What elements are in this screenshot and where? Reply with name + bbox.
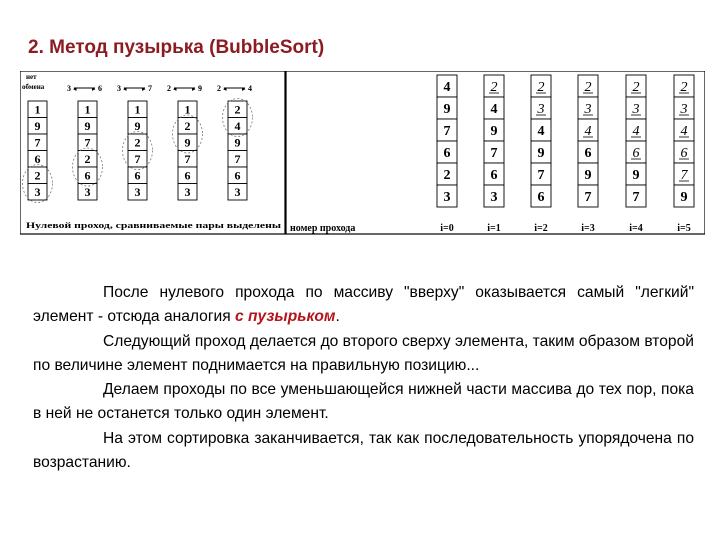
cell-value: 7 — [134, 152, 141, 166]
cell-value: 9 — [184, 135, 191, 150]
cell-value: 9 — [443, 102, 451, 117]
left-panel — [22, 73, 281, 230]
arrow-head-right: ▸ — [242, 85, 246, 93]
cell-value: 6 — [34, 152, 41, 166]
paragraph-3: Делаем проходы по все уменьшающейся нижней части массива до тех пор, пока в ней не останется только один элемент. — [33, 381, 694, 423]
cell-value: 1 — [34, 102, 41, 117]
pass-label: i=4 — [629, 223, 643, 234]
paragraph-1 — [33, 281, 694, 330]
cell-value: 7 — [490, 146, 498, 161]
paragraph-2: Следующий проход делается до второго сверху элемента, таким образом второй по величине элемент поднимается на правильную позицию... — [33, 332, 694, 374]
cell-value: 4 — [680, 124, 688, 139]
cell-value: 7 — [632, 190, 640, 205]
cell-value: 9 — [234, 135, 241, 150]
cell-value: 7 — [184, 152, 191, 166]
arrow-head-left: ◂ — [73, 85, 77, 93]
pair-label-left: 3 — [67, 84, 71, 93]
arrow-head-left: ◂ — [223, 85, 227, 93]
cell-value: 3 — [84, 185, 91, 199]
cell-value: 4 — [234, 119, 241, 133]
cell-value: 2 — [443, 168, 451, 183]
cell-value: 4 — [490, 102, 498, 117]
cell-value: 1 — [134, 102, 141, 117]
cell-value: 6 — [134, 168, 141, 183]
no-swap-label: нет — [26, 73, 37, 81]
cell-value: 3 — [34, 185, 41, 199]
bubble-sort-figure — [20, 71, 705, 239]
cell-value: 9 — [34, 119, 41, 133]
pass-row-label: номер прохода — [290, 223, 356, 234]
paragraph-4: На этом сортировка заканчивается, так как последовательность упорядочена по возрастанию. — [33, 429, 694, 472]
pass-label: i=0 — [440, 223, 454, 234]
paragraph-1-end: . — [335, 308, 340, 326]
cell-value: 9 — [84, 119, 91, 133]
left-caption: Нулевой проход, сравниваемые пары выделены — [26, 220, 282, 230]
slide-title: 2. Метод пузырька (BubbleSort) — [28, 37, 325, 58]
pass-label: i=1 — [487, 223, 501, 234]
cell-value: 4 — [537, 124, 545, 139]
pair-label-left: 2 — [217, 84, 221, 93]
cell-value: 2 — [584, 80, 592, 95]
cell-value: 6 — [234, 168, 241, 183]
cell-value: 3 — [490, 190, 498, 205]
cell-value: 3 — [632, 102, 640, 117]
cell-value: 6 — [490, 168, 498, 183]
arrow-head-right: ▸ — [192, 85, 196, 93]
figure-canvas — [20, 71, 705, 239]
cell-value: 2 — [184, 119, 191, 133]
cell-value: 3 — [584, 102, 592, 117]
cell-value: 4 — [584, 124, 592, 139]
pair-label-right: 6 — [98, 84, 102, 93]
cell-value: 7 — [537, 168, 545, 183]
pair-label-right: 4 — [248, 84, 252, 93]
cell-value: 6 — [537, 190, 545, 205]
cell-value: 6 — [632, 146, 640, 161]
arrow-head-right: ▸ — [142, 85, 146, 93]
cell-value: 2 — [134, 135, 141, 150]
cell-value: 1 — [184, 102, 191, 117]
pair-label-left: 3 — [117, 84, 121, 93]
cell-value: 9 — [537, 146, 545, 161]
pair-label-right: 9 — [198, 84, 202, 93]
cell-value: 2 — [680, 80, 688, 95]
arrow-head-right: ▸ — [92, 85, 96, 93]
cell-value: 7 — [84, 135, 91, 150]
cell-value: 6 — [584, 146, 592, 161]
pair-label-left: 2 — [167, 84, 171, 93]
cell-value: 7 — [234, 152, 241, 166]
cell-value: 3 — [234, 185, 241, 199]
cell-value: 2 — [490, 80, 498, 95]
cell-value: 9 — [490, 124, 498, 139]
cell-value: 7 — [680, 168, 688, 183]
cell-value: 3 — [680, 102, 688, 117]
paragraph-1-text: После нулевого прохода по массиву "вверху" оказывается самый "легкий" элемент - отсюда аналогия — [33, 284, 694, 326]
pass-label: i=3 — [581, 223, 595, 234]
cell-value: 2 — [34, 168, 41, 183]
cell-value: 6 — [84, 168, 91, 183]
cell-value: 9 — [632, 168, 640, 183]
pass-label: i=5 — [677, 223, 691, 234]
body-text — [33, 281, 694, 475]
cell-value: 3 — [443, 190, 451, 205]
cell-value: 2 — [537, 80, 545, 95]
cell-value: 1 — [84, 102, 91, 117]
cell-value: 6 — [443, 146, 451, 161]
cell-value: 6 — [680, 146, 688, 161]
pair-label-right: 7 — [148, 84, 152, 93]
cell-value: 6 — [184, 168, 191, 183]
cell-value: 9 — [584, 168, 592, 183]
cell-value: 3 — [184, 185, 191, 199]
cell-value: 4 — [443, 80, 451, 95]
cell-value: 2 — [632, 80, 640, 95]
cell-value: 7 — [34, 135, 41, 150]
no-swap-label: обмена — [22, 83, 45, 91]
cell-value: 9 — [680, 190, 688, 205]
arrow-head-left: ◂ — [123, 85, 127, 93]
cell-value: 2 — [234, 102, 241, 117]
cell-value: 4 — [632, 124, 640, 139]
cell-value: 9 — [134, 119, 141, 133]
right-panel — [290, 75, 694, 234]
pass-label: i=2 — [534, 223, 548, 234]
cell-value: 2 — [84, 152, 91, 166]
cell-value: 3 — [537, 102, 545, 117]
arrow-head-left: ◂ — [173, 85, 177, 93]
bubble-highlight: с пузырьком — [235, 308, 336, 326]
cell-value: 7 — [584, 190, 592, 205]
cell-value: 3 — [134, 185, 141, 199]
cell-value: 7 — [443, 124, 451, 139]
